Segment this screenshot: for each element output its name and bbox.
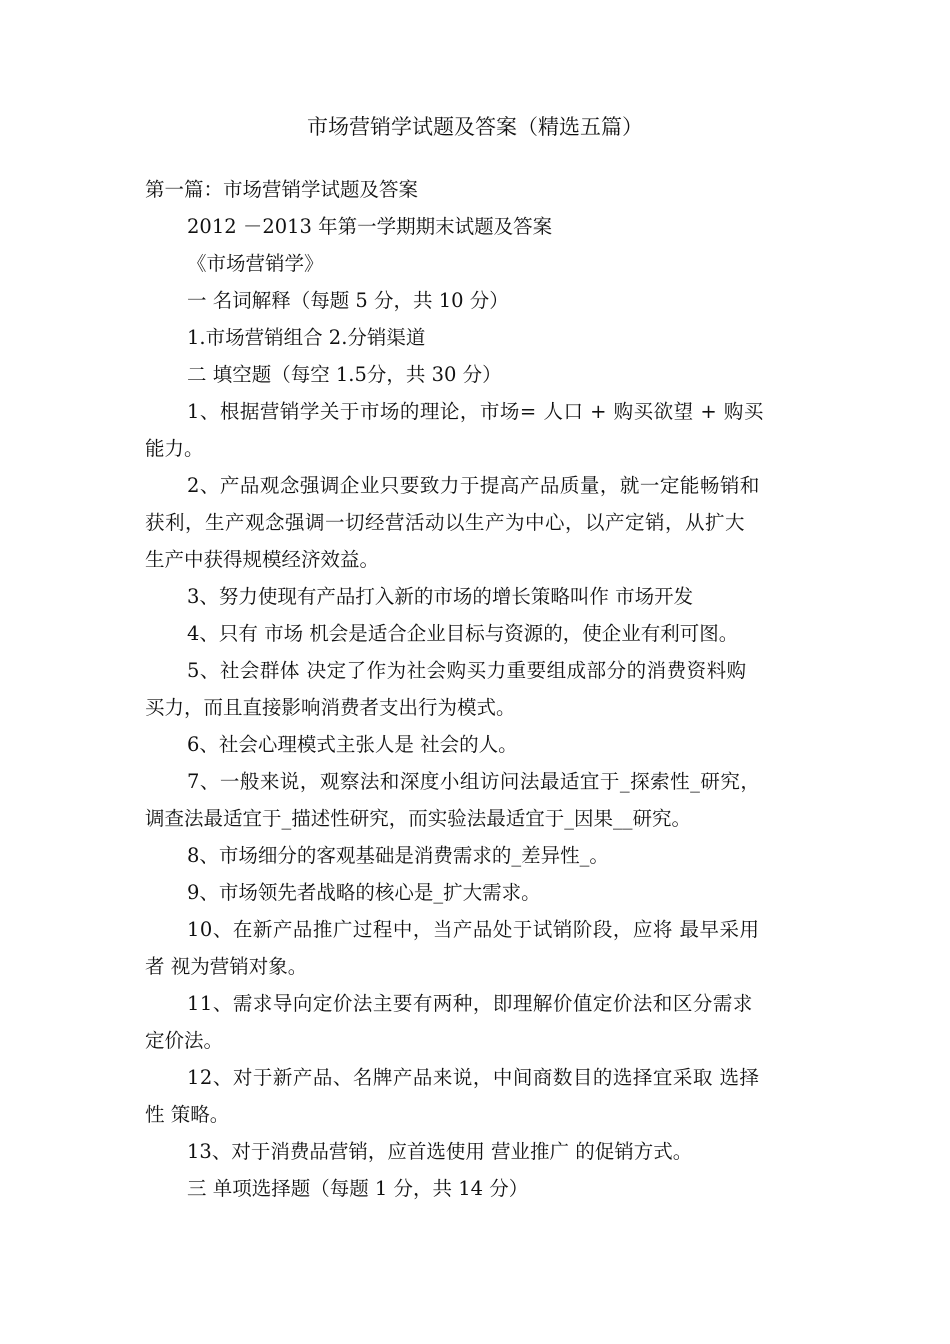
text-line: 生产中获得规模经济效益。 <box>145 548 380 571</box>
text-line: 6、社会心理模式主张人是 社会的人。 <box>187 733 518 756</box>
text-line: 调查法最适宜于_描述性研究，而实验法最适宜于_因果__研究。 <box>145 807 692 830</box>
section-heading: 第一篇：市场营销学试题及答案 <box>145 178 419 201</box>
text-line: 4、只有 市场 机会是适合企业目标与资源的，使企业有利可图。 <box>187 622 739 645</box>
text-line: 10、在新产品推广过程中，当产品处于试销阶段，应将 最早采用 <box>187 918 760 941</box>
text-line: 3、努力使现有产品打入新的市场的增长策略叫作 市场开发 <box>187 585 694 608</box>
text-line: 13、对于消费品营销，应首选使用 营业推广 的促销方式。 <box>187 1140 693 1163</box>
text-line: 2、产品观念强调企业只要致力于提高产品质量，就一定能畅销和 <box>187 474 760 497</box>
part-three-heading: 三 单项选择题（每题 1 分，共 14 分） <box>187 1177 529 1200</box>
text-line: 8、市场细分的客观基础是消费需求的_差异性_。 <box>187 844 609 867</box>
exam-term-line: 2012 －2013 年第一学期期末试题及答案 <box>187 215 553 238</box>
text-line: 者 视为营销对象。 <box>145 955 308 978</box>
text-line: 5、社会群体 决定了作为社会购买力重要组成部分的消费资料购 <box>187 659 747 682</box>
text-line: 能力。 <box>145 437 204 460</box>
course-name: 《市场营销学》 <box>187 252 324 275</box>
text-line: 9、市场领先者战略的核心是_扩大需求。 <box>187 881 541 904</box>
text-line: 11、需求导向定价法主要有两种，即理解价值定价法和区分需求 <box>187 992 753 1015</box>
part-two-heading: 二 填空题（每空 1.5分，共 30 分） <box>187 363 502 386</box>
text-line: 12、对于新产品、名牌产品来说，中间商数目的选择宜采取 选择 <box>187 1066 760 1089</box>
text-line: 1.市场营销组合 2.分销渠道 <box>187 326 426 349</box>
document-title: 市场营销学试题及答案（精选五篇） <box>307 115 643 139</box>
part-one-heading: 一 名词解释（每题 5 分，共 10 分） <box>187 289 509 312</box>
text-line: 1、根据营销学关于市场的理论，市场= 人口 + 购买欲望 + 购买 <box>187 400 764 423</box>
text-line: 获利，生产观念强调一切经营活动以生产为中心，以产定销，从扩大 <box>145 511 746 534</box>
text-line: 定价法。 <box>145 1029 224 1052</box>
text-line: 性 策略。 <box>145 1103 230 1126</box>
text-line: 7、一般来说，观察法和深度小组访问法最适宜于_探索性_研究， <box>187 770 761 793</box>
text-line: 买力，而且直接影响消费者支出行为模式。 <box>145 696 516 719</box>
